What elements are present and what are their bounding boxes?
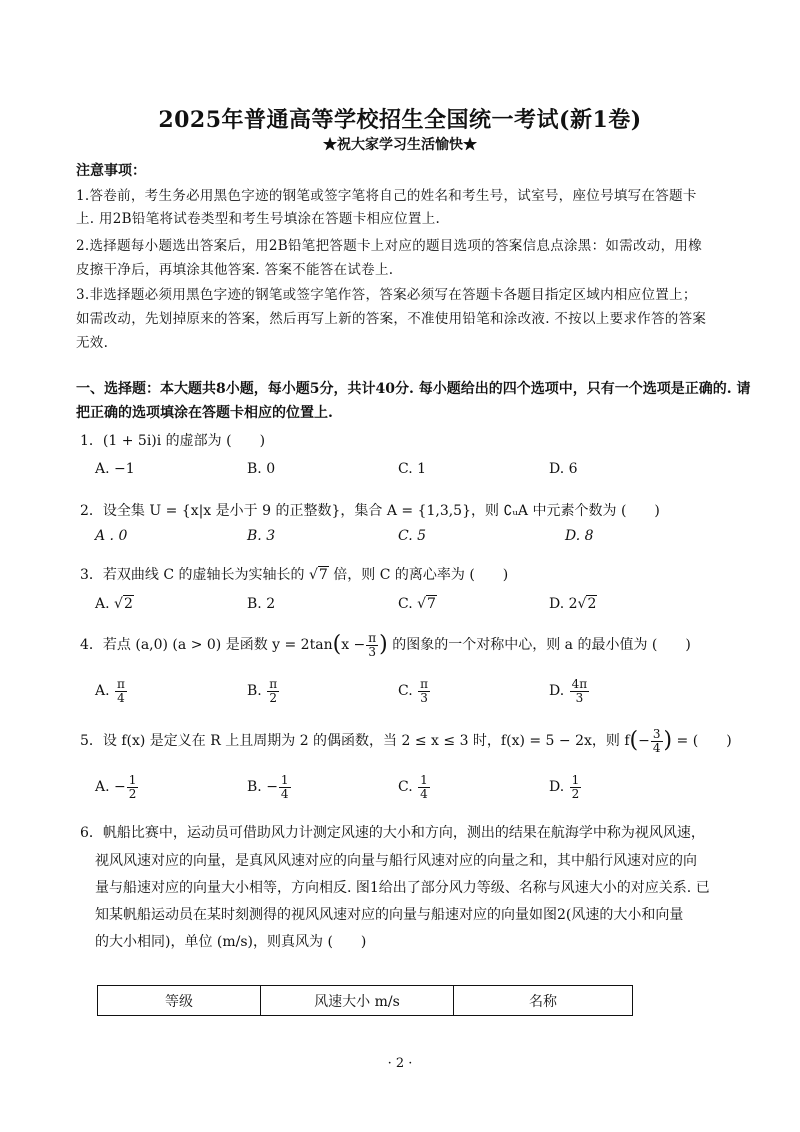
q2-option-c: C. 5 — [398, 528, 427, 544]
table-header-cell: 名称 — [454, 986, 633, 1016]
exam-subtitle: ★祝大家学习生活愉快★ — [323, 137, 477, 153]
q5-stem-fraction: $\frac{3}{4}$ — [652, 727, 661, 755]
notice-heading: 注意事项： — [76, 163, 146, 179]
section-heading: 一、选择题：本大题共8小题，每小题5分，共计40分. 每小题给出的四个选项中，只有一个选项是正确的. 请 — [76, 381, 751, 397]
q3-stem-post: 倍，则 C 的离心率为 ( ) — [328, 567, 509, 583]
q3-c-label: C. — [398, 596, 418, 612]
q4-option-b: B. $\frac{\pi}{2}$ — [247, 677, 278, 705]
q3-a-label: A. — [95, 596, 115, 612]
exam-title: 2025年普通高等学校招生全国统一考试(新1卷) — [158, 107, 642, 133]
q5-option-c: C. $\frac{1}{4}$ — [398, 773, 428, 801]
q4-stem-post: 的图象的一个对称中心，则 a 的最小值为 ( ) — [387, 637, 691, 654]
q4-stem-pre: 4．若点 (a,0) (a > 0) 是函数 y = 2tan — [80, 637, 333, 654]
notice-line: 上. 用2B铅笔将试卷类型和考生号填涂在答题卡相应位置上. — [76, 211, 441, 227]
notice-line: 1.答卷前，考生务必用黑色字迹的钢笔或签字笔将自己的姓名和考生号，试室号，座位号填写在答题卡 — [76, 188, 697, 204]
table-header-cell: 等级 — [98, 986, 261, 1016]
question-1-stem: 1．(1 + 5i)i 的虚部为 ( ) — [80, 433, 266, 449]
wind-table — [97, 985, 633, 1016]
q3-option-a: A. √2 — [95, 596, 133, 612]
q3-d-root: 2 — [587, 596, 597, 612]
q1-option-b: B. 0 — [247, 461, 276, 477]
q1-option-a: A. −1 — [95, 461, 135, 477]
q1-option-d: D. 6 — [549, 461, 578, 477]
q3-stem-pre: 3．若双曲线 C 的虚轴长为实轴长的 — [80, 567, 309, 583]
notice-line: 无效. — [76, 335, 109, 351]
q4-stem-fraction: $\frac{\pi}{3}$ — [368, 631, 377, 659]
q3-d-label: D. 2 — [549, 596, 578, 612]
q3-a-root: 2 — [123, 596, 133, 612]
question-4-stem: 4．若点 (a,0) (a > 0) 是函数 y = 2tan(x − $\frac{\pi}{3}$ ) 的图象的一个对称中心，则 a 的最小值为 ( ) — [80, 631, 691, 659]
q1-option-c: C. 1 — [398, 461, 427, 477]
q2-option-b: B. 3 — [247, 528, 276, 544]
question-5-stem: 5．设 f(x) 是定义在 R 上且周期为 2 的偶函数，当 2 ≤ x ≤ 3 时，f(x) = 5 − 2x，则 f(− $\frac{3}{4}$ ) = ( ) — [80, 727, 732, 755]
table-header-cell: 风速大小 m/s — [261, 986, 454, 1016]
q3-c-root: 7 — [427, 596, 436, 612]
section-heading-cont: 把正确的选项填涂在答题卡相应的位置上. — [76, 405, 333, 421]
q4-option-c: C. $\frac{\pi}{3}$ — [398, 677, 429, 705]
q4-stem-inner: x − — [341, 637, 366, 654]
q4-option-a: A. $\frac{\pi}{4}$ — [95, 677, 125, 705]
q5-option-a: A. − $\frac{1}{2}$ — [95, 773, 137, 801]
question-6-line: 量与船速对应的向量大小相等，方向相反. 图1给出了部分风力等级、名称与风速大小的对应关系. 已 — [95, 880, 710, 896]
notice-line: 如需改动，先划掉原来的答案，然后再写上新的答案，不准使用铅笔和涂改液. 不按以上要求作答的答案 — [76, 311, 707, 327]
table-header-row — [98, 986, 633, 1016]
notice-line: 皮擦干净后，再填涂其他答案. 答案不能答在试卷上. — [76, 262, 394, 278]
question-6-line: 知某帆船运动员在某时刻测得的视风风速对应的向量与船速对应的向量如图2(风速的大小和向量 — [95, 907, 684, 923]
question-3-stem: 3．若双曲线 C 的虚轴长为实轴长的 √7 倍，则 C 的离心率为 ( ) — [80, 567, 509, 583]
page-number: · 2 · — [387, 1056, 413, 1071]
q3-option-c: C. √7 — [398, 596, 436, 612]
question-6-line: 6．帆船比赛中，运动员可借助风力计测定风速的大小和方向，测出的结果在航海学中称为视风风速， — [80, 825, 705, 841]
notice-line: 3.非选择题必须用黑色字迹的钢笔或签字笔作答，答案必须写在答题卡各题目指定区域内相应位置上； — [76, 287, 697, 303]
q5-stem-post: = ( ) — [672, 733, 732, 750]
q2-option-d: D. 8 — [565, 528, 594, 544]
q3-stem-root: 7 — [318, 567, 328, 583]
q3-option-b: B. 2 — [247, 596, 276, 612]
q3-option-d: D. 2√2 — [549, 596, 597, 612]
q5-option-d: D. $\frac{1}{2}$ — [549, 773, 580, 801]
question-2-stem: 2．设全集 U = {x|x 是小于 9 的正整数}，集合 A = {1,3,5}，则 ∁ᵤA 中元素个数为 ( ) — [80, 503, 660, 519]
question-6-line: 的大小相同)，单位 (m/s)，则真风为 ( ) — [95, 934, 367, 950]
question-6-line: 视风风速对应的向量，是真风风速对应的向量与船行风速对应的向量之和，其中船行风速对应的向 — [95, 853, 697, 869]
q5-option-b: B. − $\frac{1}{4}$ — [247, 773, 289, 801]
notice-line: 2.选择题每小题选出答案后，用2B铅笔把答题卡上对应的题目选项的答案信息点涂黑：如需改动，用橡 — [76, 238, 702, 254]
q5-stem-pre: 5．设 f(x) 是定义在 R 上且周期为 2 的偶函数，当 2 ≤ x ≤ 3 时，f(x) = 5 − 2x，则 f — [80, 733, 630, 750]
q2-option-a: A . 0 — [95, 528, 128, 544]
q4-option-d: D. $\frac{4\pi}{3}$ — [549, 677, 588, 705]
